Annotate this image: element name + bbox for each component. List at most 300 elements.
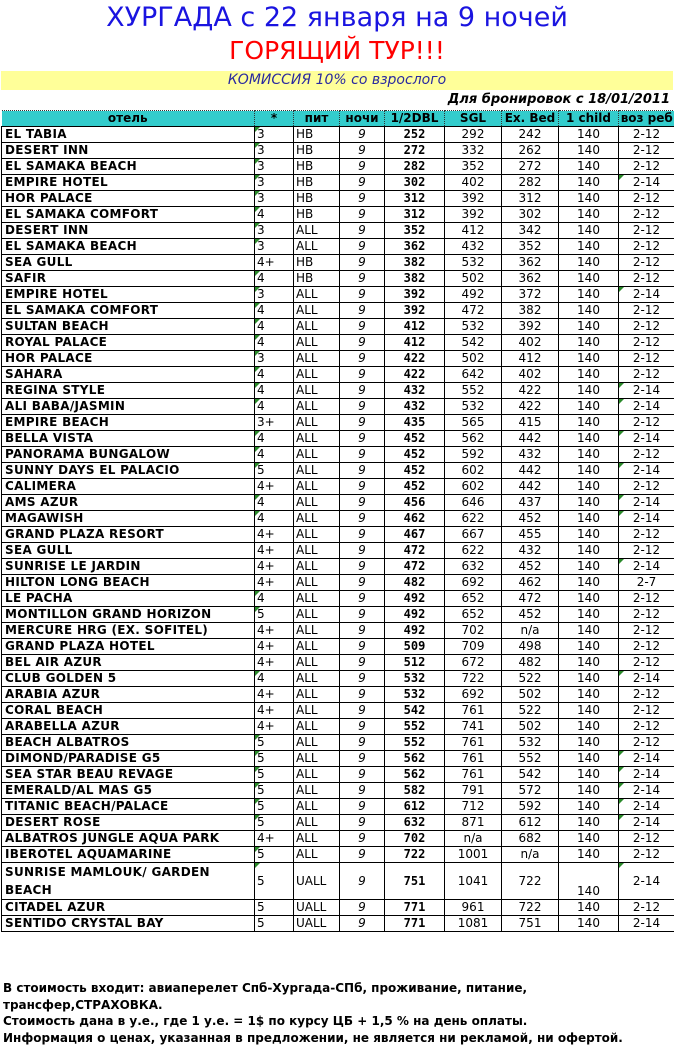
sgl-price: 761 — [445, 735, 502, 751]
meal-plan: ALL — [294, 415, 340, 431]
sgl-price: 432 — [445, 239, 502, 255]
sgl-price: 352 — [445, 159, 502, 175]
child-price: 140 — [559, 239, 619, 255]
star-rating: 3 — [255, 191, 294, 207]
child-age: 2-12 — [619, 719, 674, 735]
table-row — [2, 703, 674, 719]
child-age: 2-12 — [619, 191, 674, 207]
sgl-price: 761 — [445, 703, 502, 719]
nights: 9 — [340, 191, 385, 207]
meal-plan: HB — [294, 159, 340, 175]
meal-plan: ALL — [294, 287, 340, 303]
table-row — [2, 799, 674, 815]
nights: 9 — [340, 127, 385, 143]
child-age: 2-14 — [619, 863, 674, 900]
nights: 9 — [340, 543, 385, 559]
sgl-price: 642 — [445, 367, 502, 383]
child-price: 140 — [559, 191, 619, 207]
sgl-price: 392 — [445, 207, 502, 223]
child-age: 2-12 — [619, 415, 674, 431]
child-price: 140 — [559, 127, 619, 143]
star-rating: 4 — [255, 271, 294, 287]
sgl-price: 392 — [445, 191, 502, 207]
half-dbl-price: 472 — [385, 543, 445, 559]
table-row — [2, 319, 674, 335]
star-rating: 4 — [255, 447, 294, 463]
child-age: 2-12 — [619, 447, 674, 463]
child-age: 2-12 — [619, 143, 674, 159]
child-price: 140 — [559, 351, 619, 367]
nights: 9 — [340, 831, 385, 847]
extra-bed-price: 362 — [502, 271, 559, 287]
half-dbl-price: 562 — [385, 751, 445, 767]
table-row — [2, 335, 674, 351]
table-row — [2, 207, 674, 223]
child-age: 2-12 — [619, 847, 674, 863]
nights: 9 — [340, 335, 385, 351]
price-table — [1, 110, 674, 932]
table-row — [2, 239, 674, 255]
half-dbl-price: 532 — [385, 687, 445, 703]
nights: 9 — [340, 751, 385, 767]
nights: 9 — [340, 271, 385, 287]
hotel-name: ARABIA AZUR — [2, 687, 255, 703]
hotel-name: BELLA VISTA — [2, 431, 255, 447]
half-dbl-price: 422 — [385, 351, 445, 367]
half-dbl-price: 582 — [385, 783, 445, 799]
star-rating: 5 — [255, 900, 294, 916]
star-rating: 4 — [255, 495, 294, 511]
nights: 9 — [340, 351, 385, 367]
meal-plan: HB — [294, 143, 340, 159]
nights: 9 — [340, 916, 385, 932]
star-rating: 5 — [255, 863, 294, 900]
sgl-price: 652 — [445, 591, 502, 607]
child-age: 2-12 — [619, 303, 674, 319]
sgl-price: 532 — [445, 255, 502, 271]
meal-plan: ALL — [294, 623, 340, 639]
hotel-name: MONTILLON GRAND HORIZON — [2, 607, 255, 623]
extra-bed-price: 272 — [502, 159, 559, 175]
star-rating: 4 — [255, 399, 294, 415]
footer-includes: В стоимость входит: авиаперелет Спб-Хургада-СПб, проживание, питание, трансфер,СТРАХОВКА. — [3, 980, 563, 1014]
extra-bed-price: 302 — [502, 207, 559, 223]
hotel-name: DESERT INN — [2, 223, 255, 239]
extra-bed-price: 382 — [502, 303, 559, 319]
star-rating: 4+ — [255, 479, 294, 495]
nights: 9 — [340, 463, 385, 479]
hot-tour-banner: ГОРЯЩИЙ ТУР!!! — [0, 36, 674, 65]
extra-bed-price: 502 — [502, 719, 559, 735]
child-age: 2-14 — [619, 463, 674, 479]
child-price: 140 — [559, 655, 619, 671]
extra-bed-price: 452 — [502, 559, 559, 575]
half-dbl-price: 382 — [385, 271, 445, 287]
star-rating: 4+ — [255, 559, 294, 575]
child-age: 2-12 — [619, 367, 674, 383]
meal-plan: ALL — [294, 495, 340, 511]
hotel-name: EMERALD/AL MAS G5 — [2, 783, 255, 799]
star-rating: 4 — [255, 367, 294, 383]
hotel-name: SEA GULL — [2, 543, 255, 559]
meal-plan: ALL — [294, 751, 340, 767]
star-rating: 4+ — [255, 703, 294, 719]
child-price: 140 — [559, 367, 619, 383]
meal-plan: ALL — [294, 559, 340, 575]
hotel-name: TITANIC BEACH/PALACE — [2, 799, 255, 815]
child-price: 140 — [559, 863, 619, 900]
table-row — [2, 399, 674, 415]
star-rating: 4 — [255, 319, 294, 335]
half-dbl-price: 509 — [385, 639, 445, 655]
hotel-name: BEACH ALBATROS — [2, 735, 255, 751]
meal-plan: ALL — [294, 815, 340, 831]
table-row — [2, 831, 674, 847]
sgl-price: 791 — [445, 783, 502, 799]
child-price: 140 — [559, 815, 619, 831]
meal-plan: UALL — [294, 863, 340, 900]
nights: 9 — [340, 479, 385, 495]
hotel-name: EL SAMAKA BEACH — [2, 239, 255, 255]
half-dbl-price: 771 — [385, 916, 445, 932]
sgl-price: 961 — [445, 900, 502, 916]
table-row — [2, 863, 674, 900]
child-price: 140 — [559, 751, 619, 767]
hotel-name: HILTON LONG BEACH — [2, 575, 255, 591]
star-rating: 3 — [255, 175, 294, 191]
child-age: 2-12 — [619, 351, 674, 367]
child-price: 140 — [559, 447, 619, 463]
half-dbl-price: 392 — [385, 303, 445, 319]
extra-bed-price: 542 — [502, 767, 559, 783]
extra-bed-price: 432 — [502, 447, 559, 463]
table-row — [2, 527, 674, 543]
child-price: 140 — [559, 143, 619, 159]
hotel-name: MERCURE HRG (EX. SOFITEL) — [2, 623, 255, 639]
hotel-name: EL SAMAKA COMFORT — [2, 303, 255, 319]
extra-bed-price: 442 — [502, 431, 559, 447]
child-age: 2-14 — [619, 799, 674, 815]
half-dbl-price: 472 — [385, 559, 445, 575]
nights: 9 — [340, 687, 385, 703]
star-rating: 4+ — [255, 719, 294, 735]
meal-plan: HB — [294, 127, 340, 143]
half-dbl-price: 462 — [385, 511, 445, 527]
hotel-name: DIMOND/PARADISE G5 — [2, 751, 255, 767]
child-price: 140 — [559, 399, 619, 415]
child-age: 2-14 — [619, 511, 674, 527]
star-rating: 5 — [255, 799, 294, 815]
child-age: 2-14 — [619, 559, 674, 575]
extra-bed-price: 312 — [502, 191, 559, 207]
extra-bed-price: 422 — [502, 383, 559, 399]
hotel-name: CALIMERA — [2, 479, 255, 495]
hotel-name: REGINA STYLE — [2, 383, 255, 399]
sgl-price: 712 — [445, 799, 502, 815]
meal-plan: UALL — [294, 900, 340, 916]
table-row — [2, 367, 674, 383]
sgl-price: 692 — [445, 687, 502, 703]
table-row — [2, 671, 674, 687]
star-rating: 4 — [255, 303, 294, 319]
sgl-price: 542 — [445, 335, 502, 351]
half-dbl-price: 352 — [385, 223, 445, 239]
half-dbl-price: 412 — [385, 319, 445, 335]
nights: 9 — [340, 639, 385, 655]
hotel-name: CLUB GOLDEN 5 — [2, 671, 255, 687]
table-row — [2, 767, 674, 783]
child-price: 140 — [559, 223, 619, 239]
child-age: 2-12 — [619, 239, 674, 255]
star-rating: 3 — [255, 239, 294, 255]
nights: 9 — [340, 900, 385, 916]
page-title: ХУРГАДА с 22 января на 9 ночей — [0, 2, 674, 33]
half-dbl-price: 312 — [385, 207, 445, 223]
child-price: 140 — [559, 591, 619, 607]
meal-plan: ALL — [294, 351, 340, 367]
meal-plan: ALL — [294, 767, 340, 783]
half-dbl-price: 512 — [385, 655, 445, 671]
sgl-price: 602 — [445, 479, 502, 495]
nights: 9 — [340, 719, 385, 735]
child-price: 140 — [559, 303, 619, 319]
hotel-name: EMPIRE HOTEL — [2, 287, 255, 303]
table-row — [2, 543, 674, 559]
child-age: 2-12 — [619, 271, 674, 287]
star-rating: 4+ — [255, 575, 294, 591]
extra-bed-price: 432 — [502, 543, 559, 559]
child-price: 140 — [559, 287, 619, 303]
extra-bed-price: n/a — [502, 623, 559, 639]
star-rating: 4 — [255, 671, 294, 687]
meal-plan: ALL — [294, 783, 340, 799]
sgl-price: 532 — [445, 319, 502, 335]
child-price: 140 — [559, 703, 619, 719]
table-row — [2, 127, 674, 143]
child-price: 140 — [559, 479, 619, 495]
meal-plan: ALL — [294, 511, 340, 527]
nights: 9 — [340, 655, 385, 671]
half-dbl-price: 302 — [385, 175, 445, 191]
child-price: 140 — [559, 575, 619, 591]
child-price: 140 — [559, 607, 619, 623]
hotel-name: HOR PALACE — [2, 191, 255, 207]
child-price: 140 — [559, 511, 619, 527]
sgl-price: 652 — [445, 607, 502, 623]
extra-bed-price: 352 — [502, 239, 559, 255]
nights: 9 — [340, 735, 385, 751]
footer-currency: Стоимость дана в у.е., где 1 у.е. = 1$ по курсу ЦБ + 1,5 % на день оплаты. — [3, 1013, 527, 1030]
table-row — [2, 415, 674, 431]
extra-bed-price: n/a — [502, 847, 559, 863]
hotel-name: LE PACHA — [2, 591, 255, 607]
sgl-price: 871 — [445, 815, 502, 831]
star-rating: 3 — [255, 159, 294, 175]
extra-bed-price: 372 — [502, 287, 559, 303]
table-row — [2, 559, 674, 575]
sgl-price: 1081 — [445, 916, 502, 932]
extra-bed-price: 442 — [502, 463, 559, 479]
star-rating: 4+ — [255, 655, 294, 671]
extra-bed-price: 592 — [502, 799, 559, 815]
star-rating: 3+ — [255, 415, 294, 431]
star-rating: 4 — [255, 591, 294, 607]
child-age: 2-12 — [619, 735, 674, 751]
child-price: 140 — [559, 159, 619, 175]
table-row — [2, 463, 674, 479]
child-age: 2-14 — [619, 671, 674, 687]
table-row — [2, 159, 674, 175]
extra-bed-price: 472 — [502, 591, 559, 607]
child-price: 140 — [559, 799, 619, 815]
star-rating: 4+ — [255, 623, 294, 639]
sgl-price: 565 — [445, 415, 502, 431]
hotel-name: SAFIR — [2, 271, 255, 287]
nights: 9 — [340, 511, 385, 527]
child-age: 2-12 — [619, 655, 674, 671]
child-price: 140 — [559, 559, 619, 575]
nights: 9 — [340, 447, 385, 463]
half-dbl-price: 467 — [385, 527, 445, 543]
table-row — [2, 900, 674, 916]
hotel-name: GRAND PLAZA RESORT — [2, 527, 255, 543]
half-dbl-price: 422 — [385, 367, 445, 383]
child-age: 2-12 — [619, 900, 674, 916]
extra-bed-price: 552 — [502, 751, 559, 767]
sgl-price: 667 — [445, 527, 502, 543]
hotel-name: EL SAMAKA COMFORT — [2, 207, 255, 223]
child-age: 2-12 — [619, 687, 674, 703]
sgl-price: 692 — [445, 575, 502, 591]
col-header-child-age: воз реб — [619, 111, 674, 127]
col-header-sgl: SGL — [445, 111, 502, 127]
meal-plan: ALL — [294, 799, 340, 815]
extra-bed-price: 442 — [502, 479, 559, 495]
hotel-name: EMPIRE HOTEL — [2, 175, 255, 191]
child-price: 140 — [559, 687, 619, 703]
star-rating: 4+ — [255, 639, 294, 655]
meal-plan: ALL — [294, 335, 340, 351]
meal-plan: ALL — [294, 447, 340, 463]
child-price: 140 — [559, 735, 619, 751]
child-price: 140 — [559, 671, 619, 687]
half-dbl-price: 722 — [385, 847, 445, 863]
half-dbl-price: 382 — [385, 255, 445, 271]
child-price: 140 — [559, 383, 619, 399]
half-dbl-price: 492 — [385, 591, 445, 607]
child-price: 140 — [559, 900, 619, 916]
half-dbl-price: 435 — [385, 415, 445, 431]
extra-bed-price: 392 — [502, 319, 559, 335]
table-row — [2, 687, 674, 703]
extra-bed-price: 462 — [502, 575, 559, 591]
meal-plan: ALL — [294, 655, 340, 671]
star-rating: 4 — [255, 431, 294, 447]
half-dbl-price: 412 — [385, 335, 445, 351]
half-dbl-price: 492 — [385, 607, 445, 623]
child-age: 2-14 — [619, 815, 674, 831]
extra-bed-price: 532 — [502, 735, 559, 751]
star-rating: 5 — [255, 751, 294, 767]
sgl-price: 532 — [445, 399, 502, 415]
extra-bed-price: 455 — [502, 527, 559, 543]
star-rating: 4 — [255, 335, 294, 351]
hotel-name: ALBATROS JUNGLE AQUA PARK — [2, 831, 255, 847]
meal-plan: ALL — [294, 399, 340, 415]
table-row — [2, 479, 674, 495]
star-rating: 4 — [255, 511, 294, 527]
sgl-price: n/a — [445, 831, 502, 847]
hotel-name: HOR PALACE — [2, 351, 255, 367]
table-row — [2, 351, 674, 367]
meal-plan: ALL — [294, 223, 340, 239]
hotel-name: DESERT ROSE — [2, 815, 255, 831]
star-rating: 5 — [255, 767, 294, 783]
half-dbl-price: 702 — [385, 831, 445, 847]
table-row — [2, 255, 674, 271]
sgl-price: 622 — [445, 543, 502, 559]
sgl-price: 741 — [445, 719, 502, 735]
extra-bed-price: 422 — [502, 399, 559, 415]
half-dbl-price: 492 — [385, 623, 445, 639]
nights: 9 — [340, 255, 385, 271]
nights: 9 — [340, 207, 385, 223]
extra-bed-price: 412 — [502, 351, 559, 367]
child-price: 140 — [559, 207, 619, 223]
half-dbl-price: 751 — [385, 863, 445, 900]
nights: 9 — [340, 847, 385, 863]
child-age: 2-14 — [619, 783, 674, 799]
commission-note: КОМИССИЯ 10% со взрослого — [1, 71, 673, 90]
star-rating: 5 — [255, 607, 294, 623]
booking-date-note: Для бронировок с 18/01/2011 — [448, 92, 670, 108]
extra-bed-price: 502 — [502, 687, 559, 703]
child-price: 140 — [559, 639, 619, 655]
star-rating: 5 — [255, 916, 294, 932]
child-age: 2-14 — [619, 383, 674, 399]
nights: 9 — [340, 399, 385, 415]
nights: 9 — [340, 383, 385, 399]
child-price: 140 — [559, 831, 619, 847]
nights: 9 — [340, 319, 385, 335]
table-row — [2, 655, 674, 671]
child-age: 2-14 — [619, 916, 674, 932]
hotel-name: SEA GULL — [2, 255, 255, 271]
child-age: 2-12 — [619, 527, 674, 543]
meal-plan: ALL — [294, 831, 340, 847]
half-dbl-price: 452 — [385, 447, 445, 463]
hotel-name: GRAND PLAZA HOTEL — [2, 639, 255, 655]
extra-bed-price: 682 — [502, 831, 559, 847]
child-price: 140 — [559, 916, 619, 932]
hotel-name: ARABELLA AZUR — [2, 719, 255, 735]
table-row — [2, 511, 674, 527]
table-body — [2, 127, 674, 932]
child-age: 2-12 — [619, 591, 674, 607]
hotel-name: SEA STAR BEAU REVAGE — [2, 767, 255, 783]
hotel-name: CITADEL AZUR — [2, 900, 255, 916]
table-row — [2, 735, 674, 751]
extra-bed-price: 751 — [502, 916, 559, 932]
child-price: 140 — [559, 431, 619, 447]
nights: 9 — [340, 863, 385, 900]
half-dbl-price: 562 — [385, 767, 445, 783]
nights: 9 — [340, 239, 385, 255]
hotel-name: SUNRISE MAMLOUK/ GARDEN BEACH — [2, 863, 255, 900]
star-rating: 3 — [255, 127, 294, 143]
child-age: 2-14 — [619, 751, 674, 767]
child-age: 2-12 — [619, 127, 674, 143]
